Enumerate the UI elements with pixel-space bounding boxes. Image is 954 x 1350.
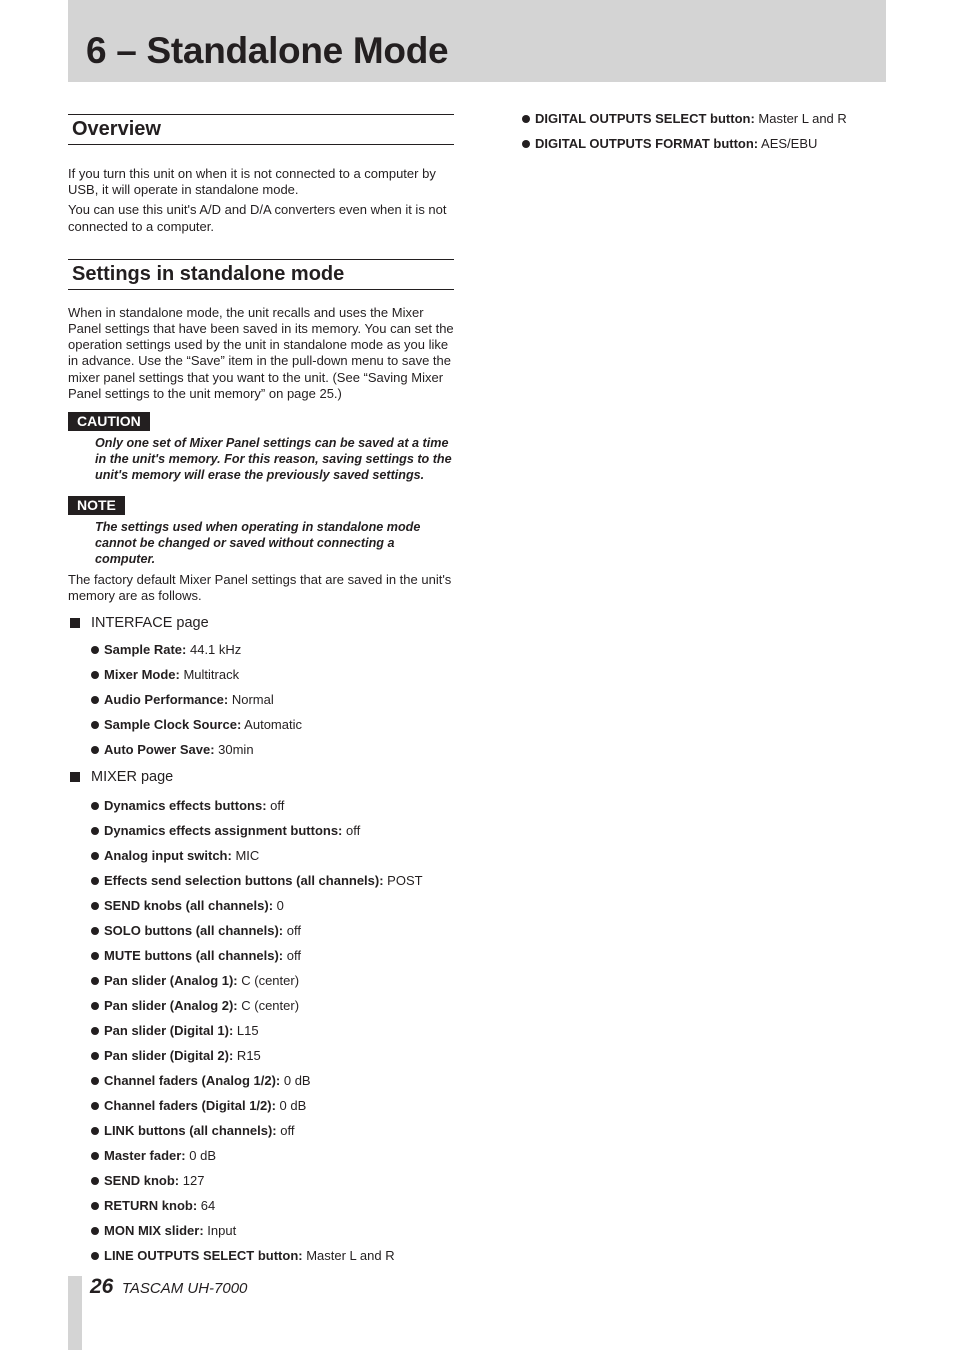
list-item — [90, 1248, 454, 1273]
setting-label: Analog input switch: — [104, 848, 232, 864]
bullet-dot-icon — [91, 1102, 99, 1110]
setting-label: Mixer Mode: — [104, 667, 180, 683]
setting-label: SEND knobs (all channels): — [104, 898, 274, 914]
list-item — [90, 1023, 454, 1048]
setting-value: off — [266, 798, 285, 814]
setting-value: Multitrack — [179, 667, 240, 683]
setting-label: Channel faders (Analog 1/2): — [104, 1073, 281, 1089]
settings-intro: When in standalone mode, the unit recalls and uses the Mixer Panel settings that have been saved in its memory. You can set the operation settings used by the unit in standalone mode as you like in advance. Use the “Save” item in the pull-down menu to save the mixer panel settings that you want to the unit. (See “Saving Mixer Panel settings to the unit memory” on page 25.) — [68, 304, 454, 401]
bullet-dot-icon — [91, 646, 99, 654]
list-item — [521, 111, 891, 136]
list-item — [90, 1198, 454, 1223]
setting-label: SOLO buttons (all channels): — [104, 923, 284, 939]
setting-value: POST — [383, 873, 423, 889]
bullet-dot-icon — [91, 1152, 99, 1160]
list-item — [90, 692, 454, 717]
setting-value: L15 — [233, 1023, 259, 1039]
setting-value: 0 dB — [185, 1148, 216, 1164]
square-bullet-icon — [70, 618, 80, 628]
interface-page-heading — [68, 614, 454, 632]
list-item — [90, 848, 454, 873]
bullet-dot-icon — [522, 115, 530, 123]
list-item — [90, 948, 454, 973]
setting-value: 0 — [273, 898, 284, 914]
setting-label: Effects send selection buttons (all channels): — [104, 873, 384, 889]
interface-page-heading-text: INTERFACE page — [91, 615, 209, 632]
caution-block — [68, 412, 454, 483]
bullet-dot-icon — [91, 1227, 99, 1235]
list-item — [90, 1048, 454, 1073]
setting-value: Master L and R — [302, 1248, 395, 1264]
left-column — [68, 114, 454, 1273]
settings-section-header — [68, 259, 454, 290]
setting-label: Sample Clock Source: — [104, 717, 242, 733]
note-text: The settings used when operating in standalone mode cannot be changed or saved without connecting a computer. — [95, 520, 421, 567]
setting-value: C (center) — [237, 998, 300, 1014]
mixer-page-heading — [68, 768, 454, 786]
footer-bar — [68, 1276, 82, 1350]
setting-label: Pan slider (Analog 2): — [104, 998, 238, 1014]
bullet-dot-icon — [91, 1027, 99, 1035]
setting-value: off — [276, 1123, 295, 1139]
setting-value: Master L and R — [754, 111, 847, 126]
bullet-dot-icon — [91, 977, 99, 985]
setting-value: MIC — [231, 848, 260, 864]
bullet-dot-icon — [91, 721, 99, 729]
setting-label: Auto Power Save: — [104, 742, 215, 758]
mixer-settings-list — [68, 798, 454, 1273]
bullet-dot-icon — [91, 746, 99, 754]
bullet-dot-icon — [91, 1002, 99, 1010]
setting-label: DIGITAL OUTPUTS FORMAT button: — [535, 136, 759, 151]
list-item — [90, 1148, 454, 1173]
bullet-dot-icon — [91, 877, 99, 885]
setting-label: Dynamics effects assignment buttons: — [104, 823, 343, 839]
list-item — [90, 642, 454, 667]
setting-label: LINE OUTPUTS SELECT button: — [104, 1248, 303, 1264]
right-column — [521, 111, 891, 161]
bullet-dot-icon — [91, 852, 99, 860]
note-label: NOTE — [68, 496, 125, 515]
setting-value: 0 dB — [275, 1098, 307, 1114]
list-item — [90, 1073, 454, 1098]
list-item — [90, 873, 454, 898]
interface-settings-list — [68, 642, 454, 767]
setting-label: Pan slider (Digital 1): — [104, 1023, 234, 1039]
setting-label: RETURN knob: — [104, 1198, 198, 1214]
setting-value: Normal — [228, 692, 274, 708]
overview-paragraph-1: If you turn this unit on when it is not connected to a computer by USB, it will operate in standalone mode. — [68, 166, 436, 198]
setting-label: LINK buttons (all channels): — [104, 1123, 277, 1139]
product-name: TASCAM UH-7000 — [121, 1280, 248, 1297]
bullet-dot-icon — [91, 927, 99, 935]
overview-section-header — [68, 114, 454, 145]
bullet-dot-icon — [91, 1077, 99, 1085]
list-item — [90, 823, 454, 848]
caution-label: CAUTION — [68, 412, 150, 431]
setting-label: MUTE buttons (all channels): — [104, 948, 284, 964]
bullet-dot-icon — [91, 1127, 99, 1135]
list-item — [90, 667, 454, 692]
overview-paragraph-2: You can use this unit's A/D and D/A converters even when it is not connected to a computer. — [68, 202, 447, 234]
bullet-dot-icon — [91, 1202, 99, 1210]
setting-value: off — [283, 948, 301, 964]
settings-heading: Settings in standalone mode — [72, 262, 345, 285]
bullet-dot-icon — [522, 140, 530, 148]
setting-value: 127 — [179, 1173, 205, 1189]
page-footer — [90, 1275, 247, 1299]
setting-value: Automatic — [241, 717, 302, 733]
page-number: 26 — [90, 1275, 114, 1298]
list-item — [90, 717, 454, 742]
setting-value: off — [342, 823, 361, 839]
list-item — [90, 1223, 454, 1248]
setting-label: Pan slider (Analog 1): — [104, 973, 238, 989]
setting-label: Sample Rate: — [104, 642, 187, 658]
list-item — [90, 742, 454, 767]
setting-value: C (center) — [237, 973, 300, 989]
square-bullet-icon — [70, 772, 80, 782]
setting-value: 44.1 kHz — [186, 642, 242, 658]
bullet-dot-icon — [91, 902, 99, 910]
setting-label: Master fader: — [104, 1148, 186, 1164]
overview-heading: Overview — [72, 118, 161, 140]
bullet-dot-icon — [91, 1252, 99, 1260]
list-item — [90, 1123, 454, 1148]
setting-label: MON MIX slider: — [104, 1223, 204, 1239]
setting-value: off — [283, 923, 301, 939]
list-item — [90, 1098, 454, 1123]
chapter-title: 6 – Standalone Mode — [86, 30, 449, 71]
setting-label: SEND knob: — [104, 1173, 180, 1189]
setting-label: Pan slider (Digital 2): — [104, 1048, 234, 1064]
bullet-dot-icon — [91, 671, 99, 679]
mixer-settings-list-continued — [521, 111, 891, 161]
list-item — [521, 136, 891, 161]
bullet-dot-icon — [91, 827, 99, 835]
setting-label: Channel faders (Digital 1/2): — [104, 1098, 276, 1114]
setting-value: 64 — [197, 1198, 216, 1214]
setting-value: 0 dB — [280, 1073, 311, 1089]
list-item — [90, 923, 454, 948]
setting-label: Dynamics effects buttons: — [104, 798, 267, 814]
setting-label: DIGITAL OUTPUTS SELECT button: — [535, 111, 755, 126]
bullet-dot-icon — [91, 952, 99, 960]
bullet-dot-icon — [91, 1052, 99, 1060]
bullet-dot-icon — [91, 696, 99, 704]
mixer-page-heading-text: MIXER page — [91, 769, 174, 786]
setting-value: R15 — [233, 1048, 261, 1064]
bullet-dot-icon — [91, 1177, 99, 1185]
list-item — [90, 973, 454, 998]
list-item — [90, 898, 454, 923]
list-item — [90, 798, 454, 823]
caution-text: Only one set of Mixer Panel settings can be saved at a time in the unit's memory. For this reason, saving settings to the unit's memory will erase the previously saved settings. — [95, 436, 452, 483]
list-item — [90, 1173, 454, 1198]
bullet-dot-icon — [91, 802, 99, 810]
note-block — [68, 496, 454, 567]
setting-value: AES/EBU — [758, 136, 818, 151]
setting-value: Input — [203, 1223, 237, 1239]
setting-label: Audio Performance: — [104, 692, 229, 708]
factory-defaults-text: The factory default Mixer Panel settings that are saved in the unit's memory are as follows. — [68, 572, 452, 604]
list-item — [90, 998, 454, 1023]
setting-value: 30min — [214, 742, 254, 758]
chapter-banner — [68, 0, 886, 82]
